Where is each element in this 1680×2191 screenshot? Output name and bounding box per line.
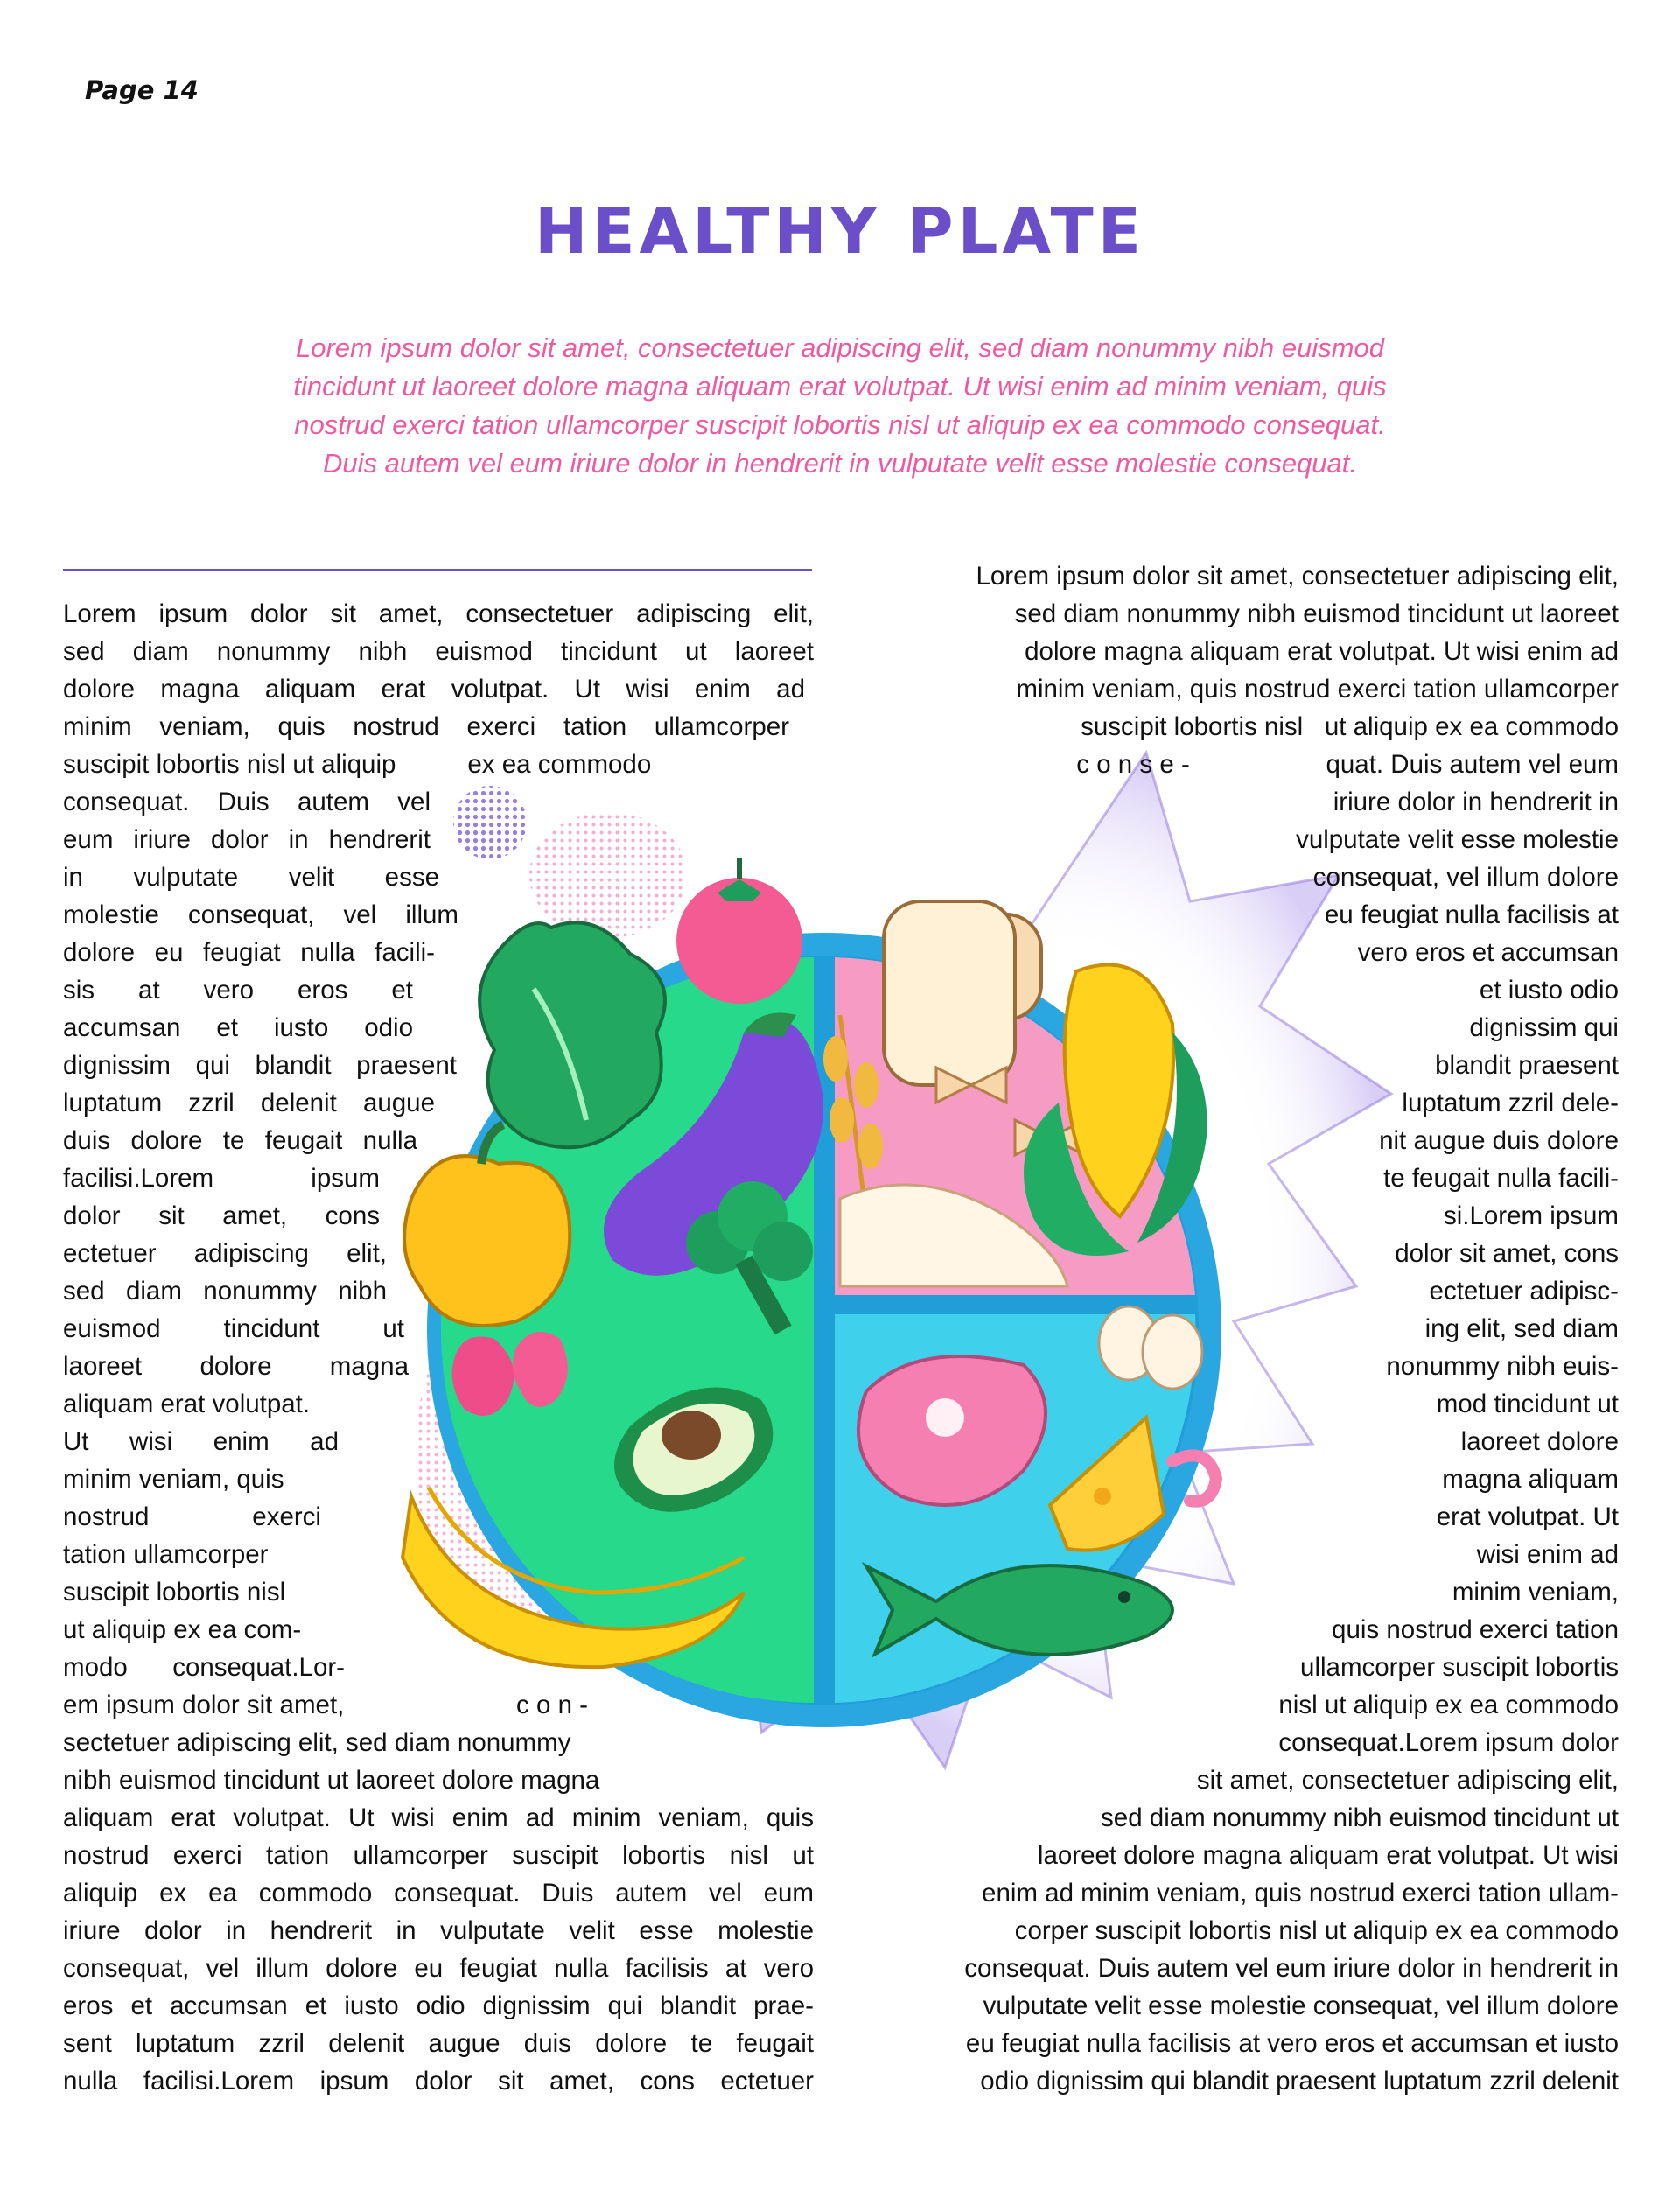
text-line: si.Lorem ipsum (1443, 1201, 1619, 1230)
text-line: accumsan et iusto odio (63, 1013, 413, 1042)
intro-paragraph (175, 329, 1505, 483)
text-line: ectetuer adipiscing elit, (63, 1239, 387, 1268)
text-line: ing elit, sed diam (1424, 1314, 1619, 1343)
text-line: dignissim qui (1469, 1013, 1619, 1042)
text-line: tation ullamcorper (63, 1540, 269, 1569)
text-line: eros et accumsan et iusto odio dignissim qui blandit prae- (63, 1992, 814, 2020)
text-line: nulla facilisi.Lorem ipsum dolor sit amet, cons ectetuer (63, 2067, 814, 2096)
text-line: nisl ut aliquip ex ea commodo (1278, 1690, 1619, 1719)
intro-line: nostrud exerci tation ullamcorper suscipit lobortis nisl ut aliquip ex ea commodo consequat. (294, 410, 1386, 440)
text-line: ectetuer adipisc- (1429, 1277, 1619, 1306)
text-line: dolor sit amet, cons (63, 1201, 380, 1230)
text-line: sed diam nonummy nibh (63, 1277, 387, 1306)
text-line: modo consequat.Lor- (63, 1653, 345, 1682)
text-line: minim veniam, quis nostrud exerci tation ullamcorper (63, 712, 789, 741)
text-line: aliquip ex ea commodo consequat. Duis autem vel eum (63, 1879, 814, 1908)
text-line: nostrud exerci (63, 1502, 321, 1531)
text-line: consequat. Duis autem vel eum iriure dolor in hendrerit in (964, 1954, 1619, 1983)
text-line: consequat, vel illum dolore eu feugiat nulla facilisis at vero (63, 1954, 814, 1983)
text-line: sit amet, consectetuer adipiscing elit, (1196, 1766, 1619, 1795)
text-line: wisi enim ad (1476, 1540, 1619, 1569)
text-line: laoreet dolore magna aliquam erat volutpat. Ut wisi (1037, 1841, 1619, 1870)
text-line: nostrud exerci tation ullamcorper suscipit lobortis nisl ut (63, 1841, 814, 1870)
text-line: vulputate velit esse molestie consequat, vel illum dolore (983, 1992, 1619, 2020)
text-line: sectetuer adipiscing elit, sed diam nonummy (63, 1728, 571, 1757)
text-line: Lorem ipsum dolor sit amet, consectetuer adipiscing elit, (976, 562, 1619, 591)
text-line: minim veniam, quis nostrud exerci tation ullamcorper (1016, 675, 1619, 704)
text-line: eu feugiat nulla facilisis at (1324, 900, 1619, 929)
text-line: iriure dolor in hendrerit in (1333, 788, 1619, 816)
text-line: suscipit lobortis nisl ut aliquip ex ea commodo (1081, 712, 1619, 741)
intro-line: Lorem ipsum dolor sit amet, consectetuer adipiscing elit, sed diam nonummy nibh euismod (295, 332, 1385, 363)
text-line: dolor sit amet, cons (1395, 1239, 1619, 1268)
text-line: sis at vero eros et (63, 976, 413, 1004)
text-line: ullamcorper suscipit lobortis (1300, 1653, 1619, 1682)
text-line: consequat. Duis autem vel (63, 788, 430, 816)
text-line: duis dolore te feugait nulla (63, 1126, 417, 1155)
text-line: sed diam nonummy nibh euismod tincidunt ut (1101, 1803, 1619, 1832)
page-number: Page 14 (85, 75, 199, 105)
text-line: Lorem ipsum dolor sit amet, consectetuer adipiscing elit, (63, 599, 814, 628)
text-line: mod tincidunt ut (1436, 1390, 1619, 1418)
text-line: ut aliquip ex ea com- (63, 1615, 302, 1644)
text-line: sent luptatum zzril delenit augue duis dolore te feugait (63, 2029, 814, 2058)
text-line: odio dignissim qui blandit praesent luptatum zzril delenit (980, 2067, 1619, 2096)
text-line: enim ad minim veniam, quis nostrud exerci tation ullam- (982, 1879, 1619, 1908)
text-line: vero eros et accumsan (1357, 938, 1619, 967)
page-title: HEALTHY PLATE (535, 194, 1145, 268)
text-line: nonummy nibh euis- (1386, 1352, 1619, 1381)
text-line: te feugait nulla facili- (1383, 1164, 1619, 1193)
text-line: suscipit lobortis nisl ut aliquip ex ea commodo (63, 750, 652, 779)
text-line: c o n s e - quat. Duis autem vel eum (1076, 750, 1619, 779)
text-line: consequat.Lorem ipsum dolor (1278, 1728, 1619, 1757)
text-line: nibh euismod tincidunt ut laoreet dolore magna (63, 1766, 600, 1795)
text-line: nit augue duis dolore (1379, 1126, 1619, 1155)
text-line: molestie consequat, vel illum (63, 900, 458, 929)
text-line: magna aliquam (1442, 1465, 1619, 1494)
section-divider (63, 569, 812, 571)
left-column-text (63, 595, 814, 2100)
text-line: euismod tincidunt ut (63, 1314, 404, 1343)
right-column-text (866, 557, 1619, 2100)
text-line: aliquam erat volutpat. Ut wisi enim ad minim veniam, quis (63, 1803, 814, 1832)
text-line: luptatum zzril delenit augue (63, 1088, 435, 1117)
text-line: facilisi.Lorem ipsum (63, 1164, 380, 1193)
text-line: erat volutpat. Ut (1436, 1502, 1619, 1531)
text-line: in vulputate velit esse (63, 863, 439, 892)
text-line: luptatum zzril dele- (1402, 1088, 1619, 1117)
text-line: eu feugiat nulla facilisis at vero eros et accumsan et iusto (965, 2029, 1619, 2058)
text-line: eum iriure dolor in hendrerit (63, 825, 430, 854)
text-line: et iusto odio (1479, 976, 1619, 1004)
text-line: sed diam nonummy nibh euismod tincidunt ut laoreet (63, 637, 814, 666)
text-line: blandit praesent (1435, 1051, 1619, 1080)
text-line: dignissim qui blandit praesent (63, 1051, 457, 1080)
text-line: Ut wisi enim ad (63, 1427, 339, 1456)
text-line: laoreet dolore (1460, 1427, 1619, 1456)
text-line: consequat, vel illum dolore (1312, 863, 1619, 892)
text-line: aliquam erat volutpat. (63, 1390, 311, 1418)
text-line: minim veniam, quis (63, 1465, 284, 1494)
text-line: quis nostrud exerci tation (1332, 1615, 1619, 1644)
text-line: suscipit lobortis nisl (63, 1578, 286, 1606)
text-line: laoreet dolore magna (63, 1352, 409, 1381)
text-line: dolore magna aliquam erat volutpat. Ut wisi enim ad (63, 675, 805, 704)
text-line: corper suscipit lobortis nisl ut aliquip ex ea commodo (1014, 1916, 1619, 1945)
text-line: vulputate velit esse molestie (1296, 825, 1619, 854)
text-line: em ipsum dolor sit amet, c o n - (63, 1690, 589, 1719)
text-line: dolore magna aliquam erat volutpat. Ut wisi enim ad (1025, 637, 1619, 666)
text-line: iriure dolor in hendrerit in vulputate velit esse molestie (63, 1916, 814, 1945)
text-line: minim veniam, (1452, 1578, 1619, 1606)
intro-line: Duis autem vel eum iriure dolor in hendrerit in vulputate velit esse molestie consequat. (322, 448, 1358, 479)
text-line: dolore eu feugiat nulla facili- (63, 938, 435, 967)
intro-line: tincidunt ut laoreet dolore magna aliquam erat volutpat. Ut wisi enim ad minim veniam, quis (293, 371, 1387, 402)
text-line: sed diam nonummy nibh euismod tincidunt ut laoreet (1014, 599, 1619, 628)
